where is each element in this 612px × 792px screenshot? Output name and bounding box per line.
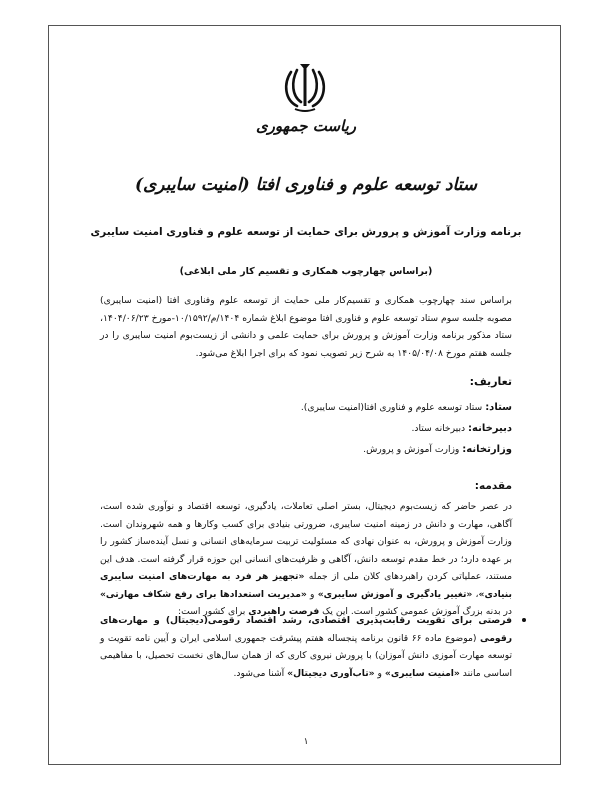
introduction-heading: مقدمه: [474, 480, 512, 492]
definition-text: دبیرخانه ستاد. [411, 423, 469, 434]
bullet-bold: «تاب‌آوری دیجیتال» [287, 667, 375, 679]
intro-text: در بدنه بزرگ آموزش عمومی کشور است. این یک [319, 606, 512, 617]
definition-text: ستاد توسعه علوم و فناوری افتا(امنیت سایبری). [300, 402, 486, 413]
intro-bold: «مدیریت استعدادها برای رفع شکاف مهارتی» [100, 588, 307, 600]
iran-emblem-icon [283, 62, 327, 114]
document-title: برنامه وزارت آموزش و پرورش برای حمایت از توسعه علوم و فناوری امنیت سایبری [90, 226, 522, 238]
definition-item [100, 444, 512, 455]
definition-item [100, 423, 512, 434]
bullet-body: (موضوع ماده ۶۶ قانون برنامه پنجساله هفتم پیشرفت جمهوری اسلامی ایران و آیین نامه تقویت و توسعه مهارت آموزی دانش آموزان) با پرورش نیروی کاری که از همان سال‌های نخست تحصیل، با مفاهیمی اساسی مانند [100, 632, 512, 679]
presidency-title: ریاست جمهوری [255, 117, 357, 135]
definition-term: دبیرخانه: [468, 423, 512, 434]
headquarters-title: ستاد توسعه علوم و فناوری افتا (امنیت سایبری) [134, 175, 478, 195]
intro-separator: و [306, 588, 318, 600]
page-number: ۱ [303, 737, 309, 747]
definition-text: وزارت آموزش و پرورش. [363, 444, 463, 455]
introduction-paragraph [100, 498, 512, 621]
intro-text: در عصر حاضر که زیست‌بوم دیجیتال، بستر اصلی تعاملات، یادگیری، توسعه اقتصاد و نوآوری شده است، آگاهی، مهارت و دانش در زمینه امنیت سایبری، ضرورتی بنیادی برای کسب وکارها و همه شهروندان است. وزارت آموزش و پرورش، به عنوان نهادی که مسئولیت تربیت سرمایه‌های انسانی و نسل آینده‌ساز کشور را بر عهده دارد؛ در خط مقدم توسعه دانش، آگاهی و ظرفیت‌های انسانی این حوزه قرار گرفته است. هدف این مستند، عملیاتی کردن راهبردهای کلان ملی از جمله [100, 501, 512, 582]
intro-bold: «تجهیز هر فرد به مهارت‌های امنیت سایبری بنیادی» [100, 571, 512, 600]
document-subtitle: (براساس چهارچوب همکاری و تقسیم کار ملی ابلاغی) [179, 266, 433, 277]
bullet-item [100, 612, 512, 682]
bullet-bold: «امنیت سایبری» [384, 667, 460, 679]
intro-paragraph: براساس سند چهارچوب همکاری و تقسیم‌کار ملی حمایت از توسعه علوم وفناوری افتا (امنیت سایبری) مصوبه جلسه سوم ستاد توسعه علوم و فناوری افتا موضوع ابلاغ شماره ۱۴۰۴/م/۱۰/۱۵۹۲-مورخ ۱۴۰۴/۰۶/۲۳، ستاد مذکور برنامه وزارت آموزش و پرورش برای حمایت علمی و دانشی از زیست‌بوم امنیت سایبری را در جلسه هفتم مورخ ۱۴۰۵/۰۴/۰۸ به شرح زیر تصویب نمود که برای اجرا ابلاغ می‌شود. [100, 295, 512, 359]
bullet-dot-icon [522, 618, 526, 622]
definition-term: وزارتخانه: [462, 444, 512, 455]
intro-text: برای کشور است: [178, 606, 249, 617]
intro-separator: ، [472, 588, 479, 600]
bullet-text [100, 612, 512, 682]
bullet-bold: فرصتی برای تقویت رقابت‌پذیری اقتصادی، رشد اقتصاد رقومی(دیجیتال) و مهارت‌های رقومی [100, 615, 513, 644]
intro-bold: فرصت راهبردی [248, 606, 320, 617]
definition-item [100, 402, 512, 413]
intro-bold: «تغییر یادگیری و آموزش سایبری» [317, 588, 473, 600]
bullet-body: آشنا می‌شود. [233, 667, 288, 679]
definition-term: ستاد: [485, 402, 512, 413]
bullet-separator: و [374, 667, 385, 679]
definitions-heading: تعاریف: [469, 375, 512, 388]
